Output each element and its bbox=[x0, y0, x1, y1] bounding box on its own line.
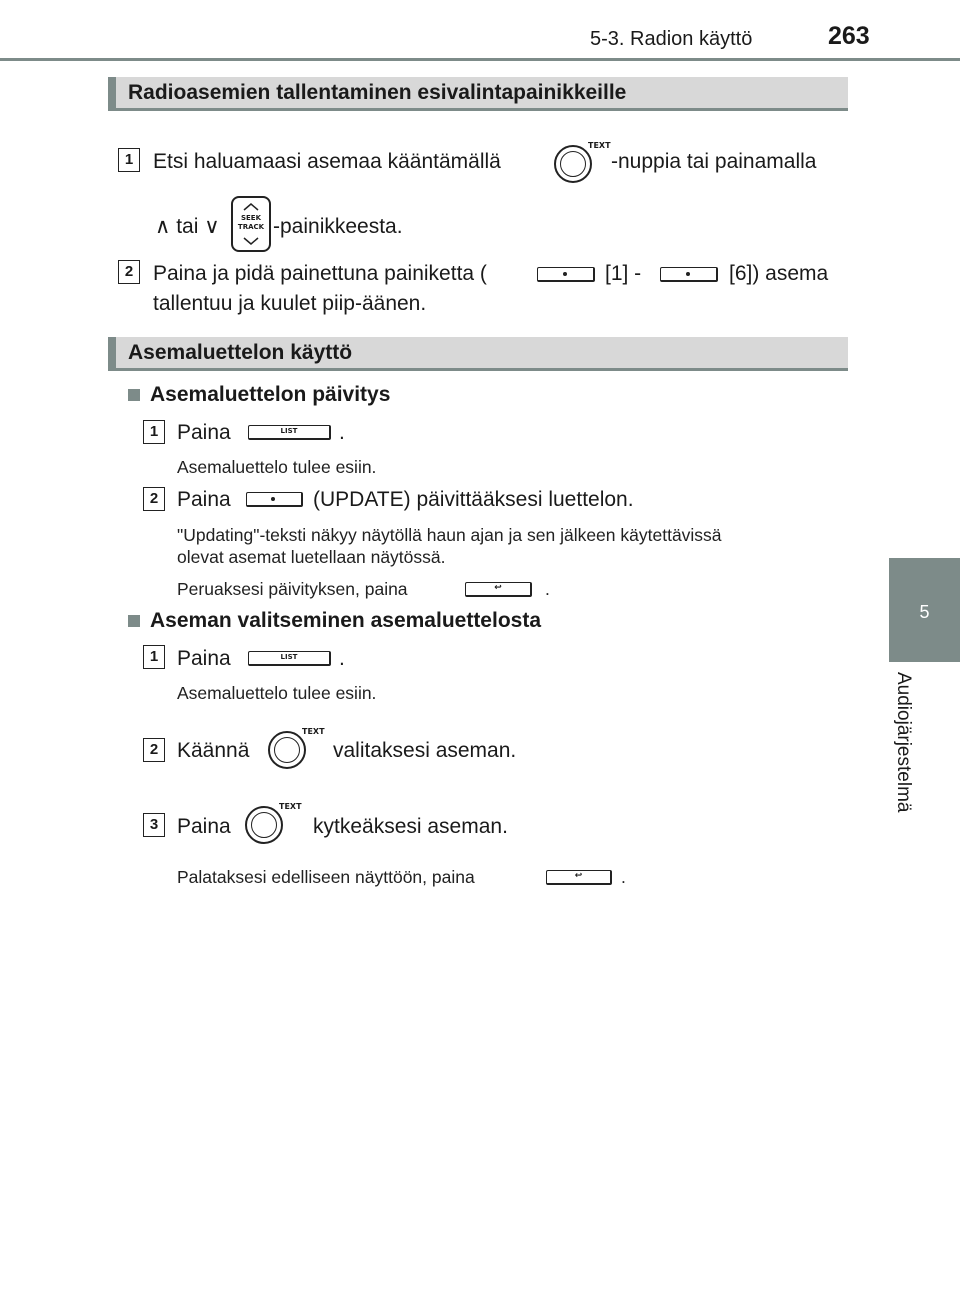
chapter-title: Audiojärjestelmä bbox=[893, 672, 914, 813]
note-text: olevat asemat luetellaan näytössä. bbox=[177, 547, 446, 567]
section-header-text: Asemaluettelon käyttö bbox=[128, 341, 353, 364]
note-text: Asemaluettelo tulee esiin. bbox=[177, 457, 377, 477]
tune-knob-icon: TEXT bbox=[268, 727, 330, 771]
step-text: Paina bbox=[177, 647, 231, 670]
period: . bbox=[545, 579, 550, 599]
step-number: 1 bbox=[143, 645, 165, 669]
section-bar bbox=[108, 77, 116, 108]
period: . bbox=[339, 421, 345, 444]
header-rule bbox=[0, 58, 960, 61]
page-number: 263 bbox=[828, 22, 870, 50]
section-title: 5-3. Radion käyttö bbox=[590, 28, 753, 50]
step-text: -nuppia tai painamalla bbox=[611, 150, 817, 173]
square-bullet-icon bbox=[128, 389, 140, 401]
step-text: Käännä bbox=[177, 739, 250, 762]
tune-knob-icon: TEXT bbox=[554, 141, 616, 185]
note-text: Asemaluettelo tulee esiin. bbox=[177, 683, 377, 703]
note-text: Peruaksesi päivityksen, paina bbox=[177, 579, 408, 599]
step-text: valitaksesi aseman. bbox=[333, 739, 517, 762]
square-bullet-icon bbox=[128, 615, 140, 627]
arrow-up-down: ∧ tai ∨ bbox=[155, 215, 220, 238]
step-number: 1 bbox=[118, 148, 140, 172]
step-text: -painikkeesta. bbox=[273, 215, 403, 238]
step-number: 3 bbox=[143, 813, 165, 837]
back-button-icon: ↩ bbox=[465, 582, 532, 597]
section-bar bbox=[108, 337, 116, 368]
update-button-icon bbox=[246, 492, 303, 507]
step-number: 2 bbox=[118, 260, 140, 284]
period: . bbox=[339, 647, 345, 670]
step-text: [1] - bbox=[605, 262, 642, 285]
section-header-presets bbox=[108, 77, 848, 111]
step-text: (UPDATE) päivittääksesi luettelon. bbox=[313, 488, 634, 511]
step-text: Paina bbox=[177, 421, 231, 444]
step-text: Paina bbox=[177, 488, 231, 511]
note-text: "Updating"-teksti näkyy näytöllä haun ajan ja sen jälkeen käytettävissä bbox=[177, 525, 722, 545]
step-number: 2 bbox=[143, 487, 165, 511]
list-button-icon: LIST bbox=[248, 425, 331, 440]
step-text: Paina ja pidä painettuna painiketta ( bbox=[153, 262, 487, 285]
note-text: Palataksesi edelliseen näyttöön, paina bbox=[177, 867, 475, 887]
seek-track-button-icon: SEEK TRACK bbox=[231, 196, 271, 252]
preset-button-icon bbox=[660, 267, 718, 282]
chapter-number: 5 bbox=[919, 602, 930, 622]
tune-knob-icon: TEXT bbox=[245, 802, 307, 846]
step-text: Etsi haluamaasi asemaa kääntämällä bbox=[153, 150, 501, 173]
step-text: tallentuu ja kuulet piip-äänen. bbox=[153, 292, 427, 315]
subsection-heading: Aseman valitseminen asemaluettelosta bbox=[128, 609, 541, 633]
step-number: 2 bbox=[143, 738, 165, 762]
step-text: kytkeäksesi aseman. bbox=[313, 815, 508, 838]
step-text: Paina bbox=[177, 815, 231, 838]
preset-button-icon bbox=[537, 267, 595, 282]
step-number: 1 bbox=[143, 420, 165, 444]
period: . bbox=[621, 867, 626, 887]
subsection-heading: Asemaluettelon päivitys bbox=[128, 383, 390, 407]
section-header-station-list bbox=[108, 337, 848, 371]
step-text: [6]) asema bbox=[729, 262, 829, 285]
back-button-icon: ↩ bbox=[546, 870, 612, 885]
list-button-icon: LIST bbox=[248, 651, 331, 666]
section-header-text: Radioasemien tallentaminen esivalintapainikkeille bbox=[128, 81, 627, 104]
